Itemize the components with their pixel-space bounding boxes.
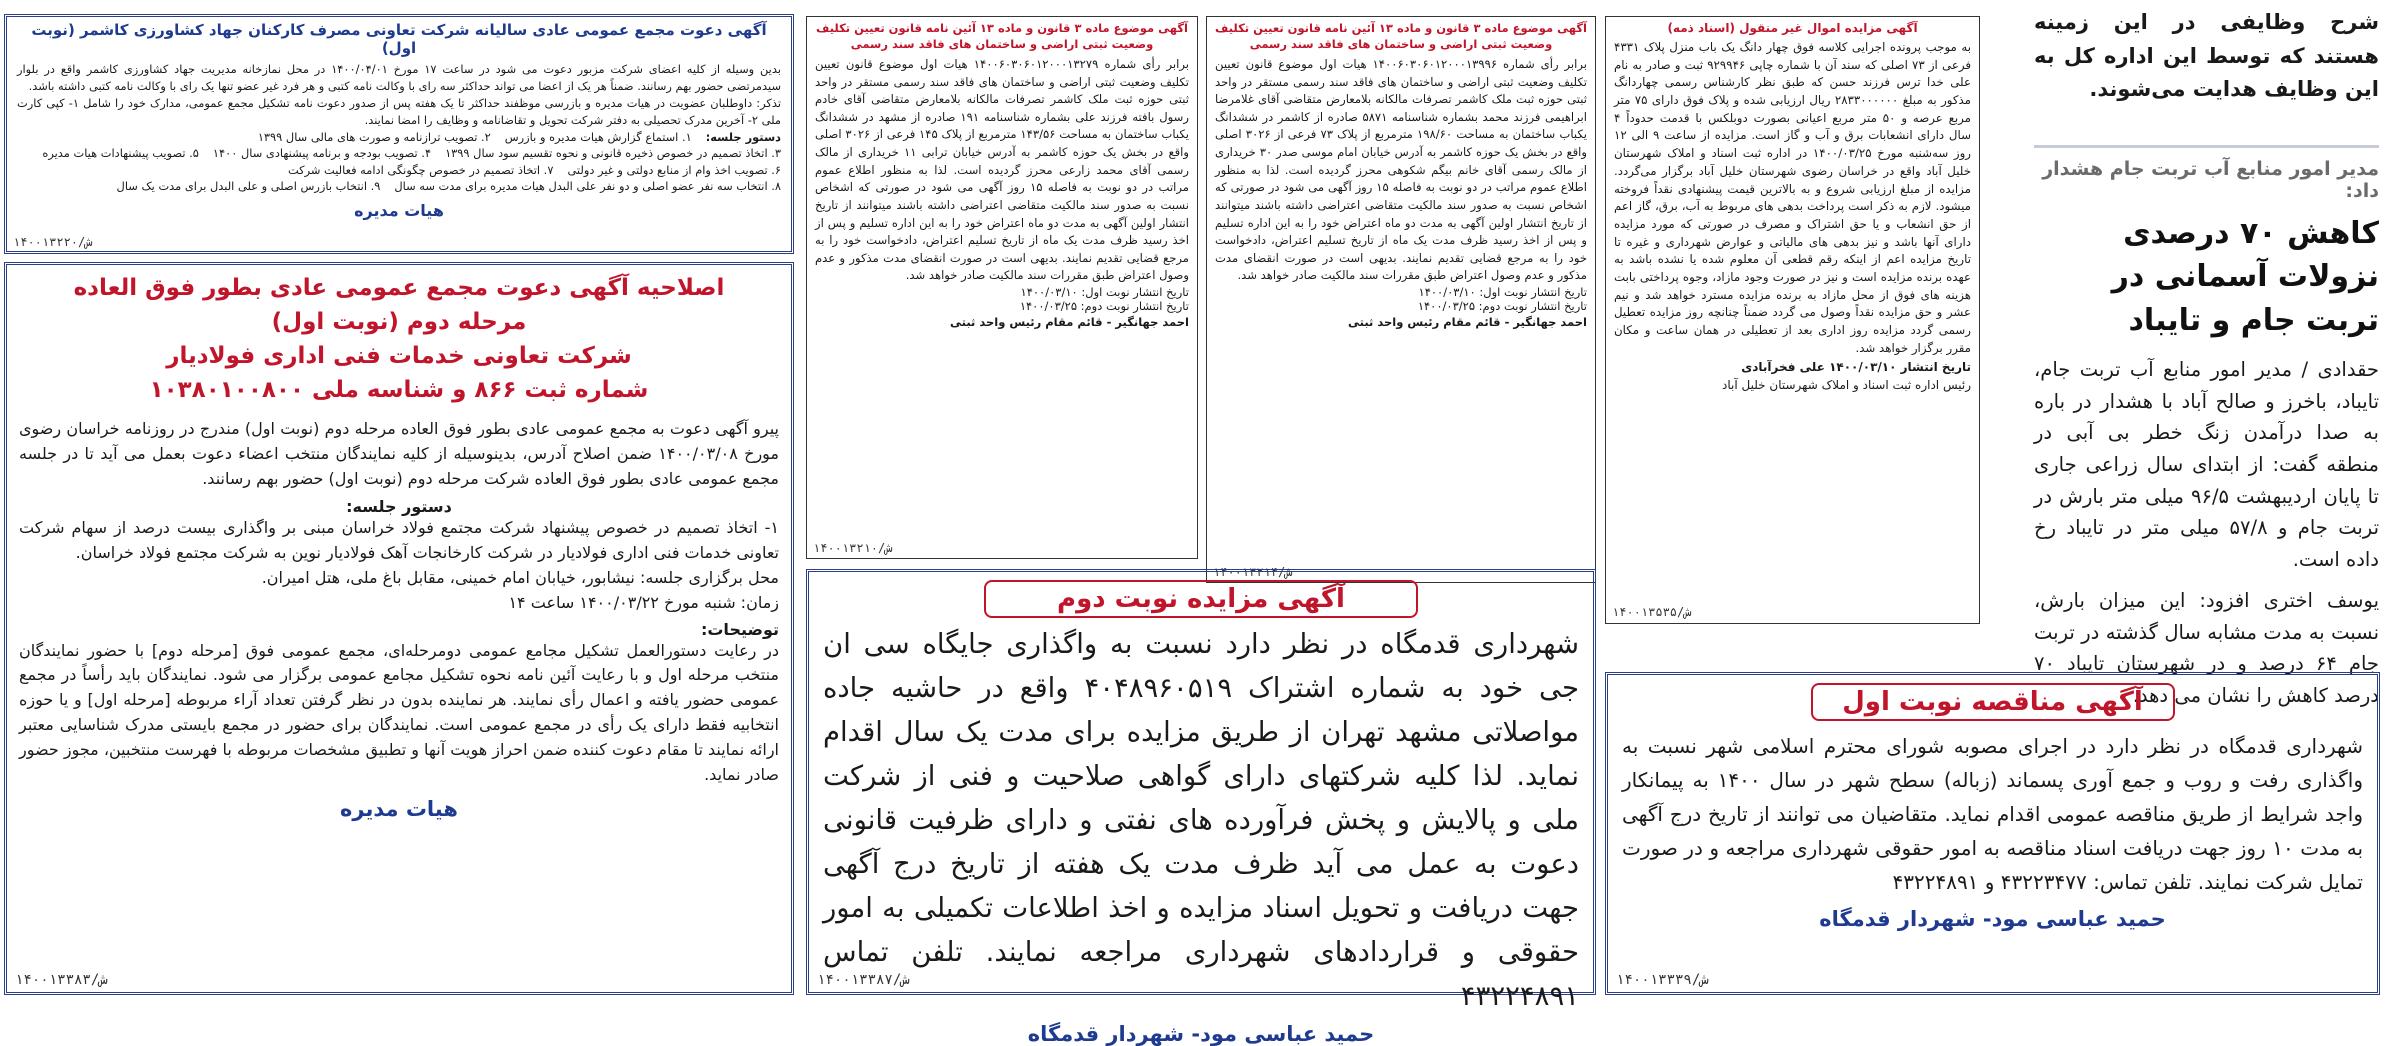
ad-tender-first-signature: حمید عباسی مود- شهردار قدمگاه — [1819, 907, 2166, 931]
ad-auction-second-code: ۱۴۰۰۱۳۳۸۷/ش — [817, 972, 910, 988]
ad-auction-second-heading: آگهی مزایده نوبت دوم — [984, 580, 1418, 618]
ad-fooladyar — [4, 262, 794, 995]
ad-article13-b-date-2: تاریخ انتشار نوبت دوم: ۱۴۰۰/۰۳/۲۵ — [1417, 298, 1587, 313]
agenda-item: ۳. اتخاذ تصمیم در خصوص ذخیره قانونی و نحوه تقسیم سود سال ۱۳۹۹ — [445, 146, 781, 161]
ad-property-auction-title: آگهی مزایده اموال غیر منقول (اسناد ذمه) — [1667, 21, 1918, 35]
ad-fooladyar-place: محل برگزاری جلسه: نیشابور، خیابان امام خمینی، مقابل باغ ملی، هتل امیران. — [261, 567, 779, 587]
ad-article13-a-date-1: تاریخ انتشار نوبت اول: ۱۴۰۰/۰۳/۱۰ — [1020, 284, 1189, 299]
ad-kashmar-agenda-label: دستور جلسه: — [705, 129, 781, 144]
news-kicker: مدیر امور منابع آب تربت جام هشدار داد: — [2042, 157, 2379, 202]
ad-article13-a-code: ۱۴۰۰۱۳۲۱۰/ش — [813, 541, 893, 555]
news-divider — [2034, 145, 2379, 148]
ad-kashmar-signature: هیات مدیره — [354, 200, 444, 220]
ad-fooladyar-code: ۱۴۰۰۱۳۳۸۳/ش — [15, 972, 108, 988]
ad-article13-a-title: آگهی موضوع ماده ۳ قانون و ماده ۱۳ آئین نامه قانون تعیین تکلیف وضعیت ثبتی اراضی و ساختمان های فاقد سند رسمی — [816, 21, 1188, 51]
ad-article13-a-signature: احمد جهانگیر - قائم مقام رئیس واحد ثبتی — [949, 314, 1189, 329]
ad-article13-b-code: ۱۴۰۰۱۳۲۱۴/ش — [1213, 565, 1293, 579]
ad-fooladyar-title-3: شرکت تعاونی خدمات فنی اداری فولادیار — [166, 343, 632, 369]
agenda-item: ۴. تصویب بودجه و برنامه پیشنهادی سال ۱۴۰۰ — [212, 146, 432, 161]
agenda-item: ۹. انتخاب بازرس اصلی و علی البدل برای مدت یک سال — [116, 179, 381, 194]
ad-fooladyar-title-1: اصلاحیه آگهی دعوت مجمع عمومی عادی بطور فوق العاده — [73, 275, 725, 301]
ad-kashmar-cooperative — [4, 14, 794, 254]
ad-tender-first-heading: آگهی مناقصه نوبت اول — [1811, 683, 2175, 721]
ad-fooladyar-notes-label: توضیحات: — [700, 619, 779, 639]
ad-article13-b-title: آگهی موضوع ماده ۳ قانون و ماده ۱۳ آئین نامه قانون تعیین تکلیف وضعیت ثبتی اراضی و ساختمان های فاقد سند رسمی — [1215, 21, 1587, 51]
ad-auction-second — [806, 569, 1596, 1046]
ad-article13-a — [806, 16, 1198, 559]
ad-article13-a-date-2: تاریخ انتشار نوبت دوم: ۱۴۰۰/۰۳/۲۵ — [1019, 298, 1189, 313]
ad-fooladyar-title-2: مرحله دوم (نوبت اول) — [271, 309, 527, 335]
agenda-item: ۱. استماع گزارش هیات مدیره و بازرس — [504, 129, 692, 144]
ad-tender-first-body: شهرداری قدمگاه در نظر دارد در اجرای مصوبه شورای محترم اسلامی شهر نسبت به واگذاری رفت و روب و جمع آوری پسماند (زباله) سطح شهر در سال ۱۴۰۰ به پیمانکار واجد شرایط از طریق مناقصه عمومی اقدام نماید. متقاضیان می توانند از تاریخ درج آگهی به مدت ۱۰ روز جهت دریافت اسناد مناقصه به امور حقوقی شهرداری مراجعه و در صورت تمایل شرکت نمایند. تلفن تماس: ۴۳۲۲۳۴۷۷ و ۴۳۲۲۴۸۹۱ — [1622, 734, 2364, 894]
ad-fooladyar-notes: در رعایت دستورالعمل تشکیل مجامع عمومی دومرحله‌ای، مجمع عمومی فوق [مرحله دوم] با حضور نمایندگان منتخب مرحله اول و با رعایت آئین نامه نحوه تشکیل مجامع عمومی برگزار می شود. نمایندگان باید رأساً در مجمع عمومی حضور یافته و اعمال رأی نمایند. هر نماینده بدون در نظر گرفتن تعداد آراء مربوطه [مرحله اول] و یا حوزه انتخابیه فقط دارای یک رأی در مجمع عمومی است. نمایندگان برای حضور در مجمع بایستی مدرک شناسایی معتبر ارائه نمایند تا مقام دعوت کننده ضمن احراز هویت آنها و تطبیق مشخصات مربوطه با فهرست منتخبین، مجوز حضور صادر نماید. — [19, 640, 779, 784]
ad-property-auction-date: تاریخ انتشار ۱۴۰۰/۰۳/۱۰ علی فخرآبادی — [1741, 360, 1971, 375]
ad-article13-b-signature: احمد جهانگیر - قائم مقام رئیس واحد ثبتی — [1347, 314, 1587, 329]
ad-kashmar-agenda — [17, 129, 781, 195]
ad-kashmar-note: تذکر: داوطلبان عضویت در هیات مدیره و بازرسی موظفند حداکثر تا یک هفته پس از صدور دعوت نامه تشکیل مجمع عمومی، مدارک خود را شامل ۱- کپی کارت ملی ۲- آخرین مدرک تحصیلی به دفتر شرکت تحویل و تقاضانامه و وظایف را امضا نمایند. — [17, 95, 781, 127]
ad-tender-first-code: ۱۴۰۰۱۳۳۳۹/ش — [1616, 972, 1709, 988]
ad-auction-second-body: شهرداری قدمگاه در نظر دارد نسبت به واگذاری جایگاه سی ان جی خود به شماره اشتراک ۴۰۴۸۹۶۰۵۱۹ واقع در حاشیه جاده مواصلاتی مشهد تهران از طریق مزایده برای مدت یک سال اقدام نماید. لذا کلیه شرکتهای دارای گواهی صلاحیت و فنی از شرکت ملی و پالایش و پخش فرآورده های نفتی و دارای ظرفیت قانونی دعوت به عمل می آید ظرف مدت یک هفته از تاریخ درج آگهی جهت دریافت و تحویل اسناد مزایده و اخذ اطلاعات تکمیلی به امور حقوقی و قراردادهای شهرداری مراجعه نمایند. تلفن تماس ۴۳۲۲۴۸۹۱ — [823, 628, 1579, 1012]
news-intro-fragment: شرح وظایفی در این زمینه هستند که توسط این اداره کل به این وظایف هدایت می‌شوند. — [2034, 10, 2379, 102]
ad-kashmar-code: ۱۴۰۰۱۳۲۲۰/ش — [13, 235, 93, 249]
news-paragraph-2: یوسف اختری افزود: این میزان بارش، نسبت به مدت مشابه سال گذشته در تربت جام ۶۴ درصد و در شهرستان تایباد ۷۰ درصد کاهش را نشان می دهد. — [2034, 589, 2379, 708]
ad-fooladyar-agenda: ۱- اتخاذ تصمیم در خصوص پیشنهاد شرکت مجتمع فولاد خراسان مبنی بر واگذاری بیست درصد از سهام شرکت تعاونی خدمات فنی اداری فولادیار در شرکت کارخانجات آهک فولادیار نوین به شرکت مجتمع فولاد خراسان. — [19, 518, 779, 563]
agenda-item: ۵. تصویب پیشنهادات هیات مدیره — [42, 146, 199, 161]
ad-auction-second-signature: حمید عباسی مود- شهردار قدمگاه — [1027, 1022, 1375, 1046]
ad-tender-first — [1605, 672, 2380, 995]
ad-kashmar-title: آگهی دعوت مجمع عمومی عادی سالیانه شرکت تعاونی مصرف کارکنان جهاد کشاورزی کاشمر (نوبت اول) — [31, 21, 767, 57]
ad-kashmar-body: بدین وسیله از کلیه اعضای شرکت مزبور دعوت می شود در ساعت ۱۷ مورخ ۱۴۰۰/۰۴/۰۱ در محل نمازخانه مدیریت جهاد کشاورزی کاشمر واقع در بلوار سیدمرتضی حضور بهم رسانند. ضمناً هر یک از اعضا می تواند حداکثر سه رای با وکالت نامه کتبی و هر فرد غیر عضو تنها یک رای با وکالت نامه کتبی داشته باشد. — [17, 62, 781, 93]
ad-property-auction-signature: رئیس اداره ثبت اسناد و املاک شهرستان خلیل آباد — [1722, 378, 1971, 393]
ad-article13-b-date-1: تاریخ انتشار نوبت اول: ۱۴۰۰/۰۳/۱۰ — [1418, 284, 1587, 299]
agenda-item: ۲. تصویب ترازنامه و صورت های مالی سال ۱۳۹۹ — [257, 129, 491, 144]
agenda-item: ۷. اتخاذ تصمیم در خصوص چگونگی ادامه فعالیت شرکت — [287, 162, 554, 177]
ad-article13-b-body: برابر رأی شماره ۱۴۰۰۶۰۳۰۶۰۱۲۰۰۰۱۳۹۹۶ هیات اول موضوع قانون تعیین تکلیف وضعیت ثبتی اراضی و ساختمان های فاقد سند رسمی مستقر در واحد ثبتی حوزه ثبت ملک کاشمر تصرفات مالکانه بلامعارض متقاضی آقای غلامرضا ابراهیمی فرزند محمد بشماره شناسنامه ۵۸۷۱ صادره از کاشمر در ششدانگ یکباب ساختمان به مساحت ۱۹۸/۶۰ مترمربع از پلاک ۷۳ فرعی از ۳۰۲۶ اصلی واقع در بخش یک حوزه کاشمر به آدرس خیابان امام موسی صدر ۳۰ خریداری از مالک رسمی آقای خانم بیگم شکوهی محرز گردیده است. لذا به منظور اطلاع عموم مراتب در دو نوبت به فاصله ۱۵ روز آگهی می شود در صورتی که اشخاص نسبت به صدور سند مالکیت متقاضی اعتراضی داشته باشند میتوانند از تاریخ انتشار اولین آگهی به مدت دو ماه اعتراض خود را به این اداره تسلیم و پس از اخذ رسید ظرف مدت یک ماه از تاریخ تسلیم اعتراض، دادخواست خود را به مرجع قضایی تقدیم نمایند. بدیهی است در صورت انقضای مدت مذکور و عدم وصول اعتراض طبق مقررات سند مالکیت صادر خواهد شد. — [1215, 57, 1588, 283]
ad-fooladyar-body: پیرو آگهی دعوت به مجمع عمومی عادی بطور فوق العاده مرحله دوم (نوبت اول) مندرج در روزنامه خراسان رضوی مورخ ۱۴۰۰/۰۳/۰۸ ضمن اصلاح آدرس، بدینوسیله از کلیه نمایندگان منتخب اعضاء دعوت بعمل می آید تا در جلسه مجمع عمومی عادی بطور فوق العاده شرکت مرحله دوم (نوبت اول) حضور بهم رسانند. — [19, 419, 780, 488]
ad-property-auction-body: به موجب پرونده اجرایی کلاسه فوق چهار دانگ یک باب منزل پلاک ۴۳۳۱ فرعی از ۷۳ اصلی که سند آن با شماره چاپی ۹۲۹۹۴۶ ثبت و صادر به نام علی خدا ترس فرزند حسن که طبق نظر کارشناس رسمی چهاردانگ مذکور به مبلغ ۲۸۳۳۰۰۰۰۰۰ ریال ارزیابی شده و پلاک فوق دارای ۷۵ متر مربع عرصه و ۵۰ متر مربع اعیانی بصورت دوبلکس با قدمت حدوداً ۴ سال دارای انشعابات برق و آب و گاز است. مزایده از ساعت ۹ الی ۱۲ روز سه‌شنبه مورخ ۱۴۰۰/۰۳/۲۵ در اداره ثبت اسناد و املاک شهرستان خلیل آباد واقع در خراسان رضوی شهرستان خلیل آباد برگزار می‌گردد. مزایده از مبلغ ارزیابی شروع و به بالاترین قیمت پیشنهادی نقداً فروخته میشود. لازم به ذکر است پرداخت بدهی های مربوط به آب، برق، گاز اعم از حق انشعاب و یا حق اشتراک و مصرف در صورتی که مورد مزایده دارای آنها باشد و نیز بدهی های مالیاتی و عوارض شهرداری و غیره تا تاریخ مزایده اعم از اینکه رقم قطعی آن معلوم شده یا نشده باشد به عهده برنده مزایده است و نیز در صورت وجود مازاد، وجوه پرداختی بابت هزینه های فوق از محل مازاد به برنده مزایده مسترد خواهد شد و نیم عشر و حق مزایده نقداً وصول می گردد ضمناً چنانچه روز مزایده تعطیل رسمی گردد مزایده روز اداری بعد از تعطیلی در همان ساعت و مکان مقرر برگزار خواهد شد. — [1614, 40, 1972, 355]
news-paragraph-1: حقدادی / مدیر امور منابع آب تربت جام، تایباد، باخرز و صالح آباد با هشدار در باره به صدا درآمدن زنگ خطر بی آبی در منطقه گفت: از ابتدای سال زراعی جاری تا پایان اردیبهشت ۹۶/۵ میلی متر بارش در تربت جام و ۵۷/۸ میلی متر در تایباد رخ داده است. — [2034, 358, 2379, 571]
ad-article13-a-body: برابر رأی شماره ۱۴۰۰۶۰۳۰۶۰۱۲۰۰۰۱۳۲۷۹ هیات اول موضوع قانون تعیین تکلیف وضعیت ثبتی اراضی و ساختمان های فاقد سند رسمی مستقر در واحد ثبتی حوزه ثبت ملک کاشمر تصرفات مالکانه بلامعارض متقاضی آقای خادم رسول بافته فرزند علی بشماره شناسنامه ۱۹۱ صادره از مشهد در ششدانگ یکباب ساختمان به مساحت ۱۴۳/۵۶ مترمربع از پلاک ۱۴۵ فرعی از ۳۰۲۶ اصلی واقع در بخش یک حوزه کاشمر به آدرس خیابان ترابی ۱۱ خریداری از مالک رسمی آقای محمد زارعی محرز گردیده است. لذا به منظور اطلاع عموم مراتب در دو نوبت به فاصله ۱۵ روز آگهی می شود در صورتی که اشخاص نسبت به صدور سند مالکیت متقاضی اعتراضی داشته باشند میتوانند از تاریخ انتشار اولین آگهی به مدت دو ماه اعتراض خود را به این اداره تسلیم و پس از اخذ رسید ظرف مدت یک ماه از تاریخ تسلیم اعتراض، دادخواست خود را به مرجع قضایی تقدیم نمایند. بدیهی است در صورت انقضای مدت مذکور و عدم وصول اعتراض طبق مقررات سند مالکیت صادر خواهد شد. — [815, 57, 1189, 283]
ad-property-auction — [1605, 16, 1980, 624]
ad-property-auction-code: ۱۴۰۰۱۳۵۳۵/ش — [1612, 605, 1692, 619]
news-title: کاهش ۷۰ درصدی نزولات آسمانی در تربت جام و تایباد — [2111, 215, 2379, 338]
agenda-item: ۸. انتخاب سه نفر عضو اصلی و دو نفر علی البدل هیات مدیره برای مدت سه سال — [394, 179, 781, 194]
ad-article13-b — [1206, 16, 1596, 583]
ad-fooladyar-signature: هیات مدیره — [340, 797, 458, 822]
ad-fooladyar-agenda-label: دستور جلسه: — [346, 497, 452, 517]
ad-fooladyar-title-4: شماره ثبت ۸۶۶ و شناسه ملی ۱۰۳۸۰۱۰۰۸۰۰ — [149, 377, 649, 403]
agenda-item: ۶. تصویب اخذ وام از منابع دولتی و غیر دولتی — [567, 162, 781, 177]
ad-fooladyar-time: زمان: شنبه مورخ ۱۴۰۰/۰۳/۲۲ ساعت ۱۴ — [508, 592, 779, 612]
